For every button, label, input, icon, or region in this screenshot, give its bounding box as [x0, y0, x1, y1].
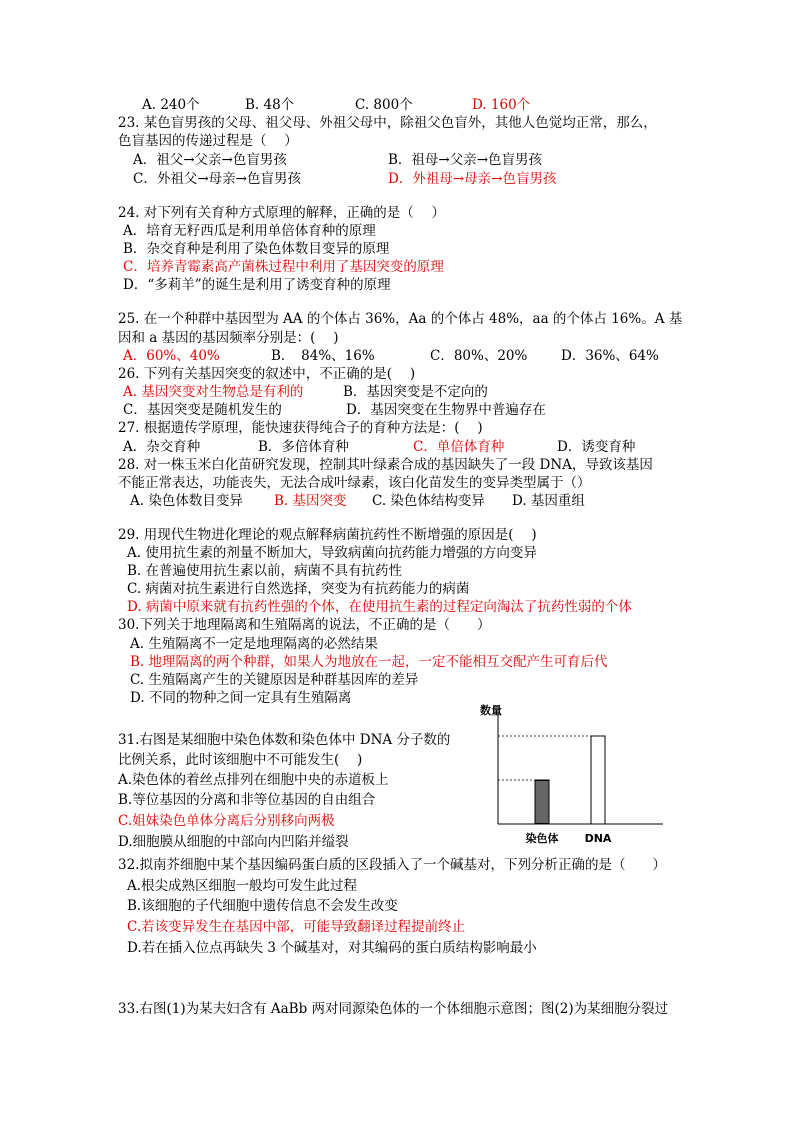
q26-option-c: C．基因突变是随机发生的: [123, 402, 282, 418]
q25-stem-line1: 25. 在一个种群中基因型为 AA 的个体占 36%，Aa 的个体占 48%，aa 的个体占 16%。A 基: [118, 311, 683, 327]
q22-option-b: B. 48个: [245, 97, 295, 113]
q32-option-d: D.若在插入位点再缺失 3 个碱基对，对其编码的蛋白质结构影响最小: [127, 940, 537, 956]
q28-option-b: B. 基因突变: [274, 493, 347, 509]
q29-stem: 29. 用现代生物进化理论的观点解释病菌抗药性不断增强的原因是( ): [118, 527, 537, 543]
q24-option-c: C．培养青霉素高产菌株过程中利用了基因突变的原理: [123, 259, 444, 275]
q27-stem: 27. 根据遗传学原理，能快速获得纯合子的育种方法是：( ): [118, 420, 483, 436]
q32-option-b: B.该细胞的子代细胞中遗传信息不会发生改变: [127, 898, 398, 914]
q22-option-a: A. 240个: [142, 97, 200, 113]
q22-option-d: D. 160个: [472, 97, 531, 113]
q32-stem: 32.拟南芥细胞中某个基因编码蛋白质的区段插入了一个碱基对，下列分析正确的是（ ）: [118, 857, 666, 873]
q27-option-a: A．杂交育种: [123, 439, 201, 455]
q32-option-a: A.根尖成熟区细胞一般均可发生此过程: [127, 878, 358, 894]
chart-bar-dna: [591, 736, 605, 824]
q25-option-d: D．36%、64%: [561, 348, 659, 364]
q23-stem-line1: 23. 某色盲男孩的父母、祖父母、外祖父母中，除祖父色盲外，其他人色觉均正常，那么，: [118, 115, 657, 131]
q30-option-a: A. 生殖隔离不一定是地理隔离的必然结果: [130, 636, 378, 652]
q23-option-a: A．祖父→父亲→色盲男孩: [133, 152, 287, 168]
q28-stem-line2: 不能正常表达，功能丧失，无法合成叶绿素，该白化苗发生的变异类型属于（）: [118, 475, 591, 491]
q33-stem: 33.右图(1)为某夫妇含有 AaBb 两对同源染色体的一个体细胞示意图；图(2)为某细胞分裂过: [118, 1001, 669, 1017]
q31-stem-line1: 31.右图是某细胞中染色体数和染色体中 DNA 分子数的: [118, 732, 451, 748]
q25-option-c: C．80%、20%: [430, 348, 528, 364]
q26-option-b: B．基因突变是不定向的: [343, 384, 488, 400]
q23-option-c: C．外祖父→母亲→色盲男孩: [133, 171, 301, 187]
q23-stem-line2: 色盲基因的传递过程是（ ）: [118, 133, 298, 149]
chart-bar-chromosome: [535, 780, 549, 824]
q29-option-d: D. 病菌中原来就有抗药性强的个体，在使用抗生素的过程定向淘汰了抗药性弱的个体: [127, 599, 632, 615]
q30-option-d: D. 不同的物种之间一定具有生殖隔离: [130, 690, 352, 706]
q30-option-b: B. 地理隔离的两个种群，如果人为地放在一起，一定不能相互交配产生可育后代: [130, 654, 608, 670]
q26-option-d: D．基因突变在生物界中普遍存在: [346, 402, 546, 418]
q31-option-d: D.细胞膜从细胞的中部向内凹陷并缢裂: [118, 834, 349, 850]
q24-stem: 24. 对下列有关育种方式原理的解释，正确的是（ ）: [118, 205, 446, 221]
q25-stem-line2: 因和 a 基因的基因频率分别是：( ): [118, 330, 339, 346]
chart-y-label: 数量: [480, 704, 502, 717]
q22-option-c: C. 800个: [355, 97, 413, 113]
q29-option-b: B. 在普遍使用抗生素以前，病菌不具有抗药性: [127, 563, 403, 579]
q24-option-d: D．“多莉羊”的诞生是利用了诱变育种的原理: [123, 277, 391, 293]
q27-option-b: B．多倍体育种: [258, 439, 349, 455]
q31-stem-line2: 比例关系，此时该细胞中不可能发生( ): [118, 752, 363, 768]
q29-option-a: A. 使用抗生素的剂量不断加大，导致病菌向抗药能力增强的方向变异: [127, 545, 537, 561]
q28-option-c: C. 染色体结构变异: [372, 493, 485, 509]
q24-option-a: A．培育无籽西瓜是利用单倍体育种的原理: [123, 223, 376, 239]
q26-stem: 26. 下列有关基因突变的叙述中，不正确的是( ): [118, 366, 416, 382]
q25-option-b: B． 84%、16%: [271, 348, 375, 364]
chart-bars: [535, 736, 605, 824]
q28-option-a: A. 染色体数目变异: [130, 493, 243, 509]
q28-option-d: D. 基因重组: [512, 493, 585, 509]
chart-x-label-dna: DNA: [584, 832, 612, 845]
q31-option-a: A.染色体的着丝点排列在细胞中央的赤道板上: [118, 772, 389, 788]
q32-option-c: C.若该变异发生在基因中部，可能导致翻译过程提前终止: [127, 919, 466, 935]
q28-stem-line1: 28. 对一株玉米白化苗研究发现，控制其叶绿素合成的基因缺失了一段 DNA，导致该基因: [118, 457, 653, 473]
q31-chart-svg: [480, 700, 688, 850]
chart-x-labels: [526, 831, 612, 845]
q27-option-c: C．单倍体育种: [413, 439, 505, 455]
q27-option-d: D．诱变育种: [557, 439, 636, 455]
q25-option-a: A．60%、40%: [123, 348, 220, 364]
q29-option-c: C. 病菌对抗生素进行自然选择，突变为有抗药能力的病菌: [127, 581, 470, 597]
q23-option-d: D．外祖母→母亲→色盲男孩: [388, 171, 557, 187]
q24-option-b: B．杂交育种是利用了染色体数目变异的原理: [123, 241, 390, 257]
q26-option-a: A. 基因突变对生物总是有利的: [123, 384, 304, 400]
q31-option-b: B.等位基因的分离和非等位基因的自由组合: [118, 792, 376, 808]
q30-stem: 30.下列关于地理隔离和生殖隔离的说法，不正确的是（ ）: [118, 617, 491, 633]
q23-option-b: B．祖母→父亲→色盲男孩: [388, 152, 543, 168]
q30-option-c: C. 生殖隔离产生的关键原因是种群基因库的差异: [130, 672, 419, 688]
q31-option-c: C.姐妹染色单体分离后分别移向两极: [118, 813, 335, 829]
chart-x-label-chromosome: 染色体: [525, 832, 559, 845]
q31-bar-chart: [480, 700, 688, 850]
